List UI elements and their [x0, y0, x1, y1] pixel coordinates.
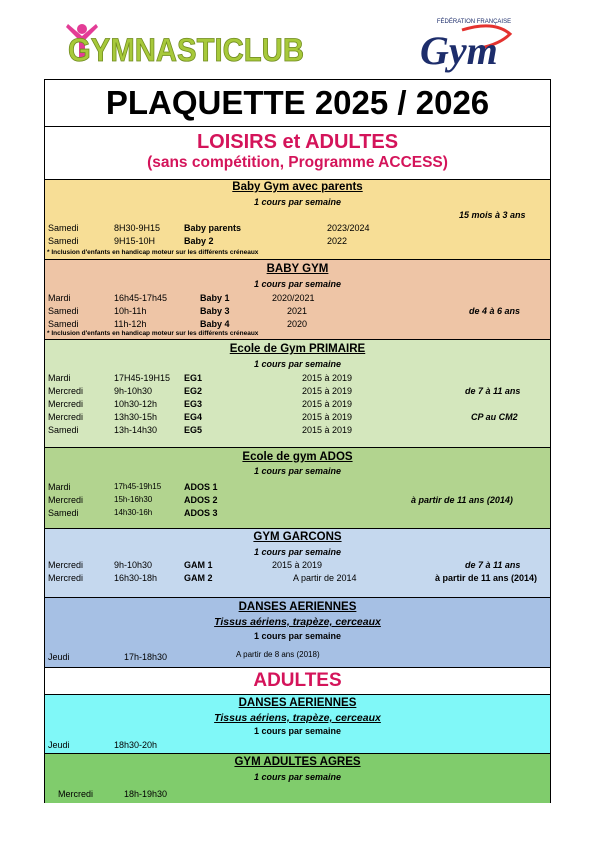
row-time: 17H45-19H15: [114, 373, 171, 383]
row-years: 2015 à 2019: [272, 560, 323, 570]
row-day: Samedi: [48, 306, 79, 316]
row-day: Mercredi: [48, 560, 84, 570]
row-group: ADOS 1: [184, 482, 218, 492]
section-frequency: 1 cours par semaine: [253, 197, 342, 207]
section-frequency: 1 cours par semaine: [253, 726, 342, 736]
row-day: Mercredi: [48, 573, 84, 583]
row-years: A partir de 2014: [293, 573, 357, 583]
row-time: 10h-11h: [114, 306, 147, 316]
section-subtitle: Tissus aériens, trapèze, cerceaux: [214, 712, 381, 724]
section-frequency: 1 cours par semaine: [253, 772, 342, 782]
row-group: GAM 1: [184, 560, 213, 570]
section-frequency: 1 cours par semaine: [253, 466, 342, 476]
gymnasticlub-logo: [64, 22, 308, 72]
ffgym-logo: [414, 14, 514, 76]
age-range: à partir de 11 ans (2014): [435, 573, 538, 583]
age-range: à partir de 11 ans (2014): [411, 495, 513, 505]
section-baby-gym: [45, 259, 550, 339]
section-danses-aeriennes: [45, 597, 550, 667]
subtitle-line2: (sans compétition, Programme ACCESS): [147, 154, 448, 171]
ffgym-logo-top: FÉDÉRATION FRANÇAISE: [436, 19, 512, 25]
row-group: EG4: [184, 412, 203, 422]
row-day: Mercredi: [58, 789, 94, 799]
row-group: EG1: [184, 373, 203, 383]
section-gym-adultes-agres: [45, 753, 550, 803]
row-time: 17h45-19h15: [114, 482, 162, 491]
row-day: Mardi: [48, 482, 71, 492]
row-day: Mercredi: [48, 386, 84, 396]
logo-left-text: GYMNASTICLUB: [68, 32, 304, 68]
age-range: de 4 à 6 ans: [469, 306, 521, 316]
section-frequency: 1 cours par semaine: [253, 547, 342, 557]
row-years: 2020/2021: [272, 293, 315, 303]
adultes-heading: ADULTES: [253, 670, 342, 691]
section-frequency: 1 cours par semaine: [253, 279, 342, 289]
section-primaire: [45, 339, 550, 447]
row-time: 13h-14h30: [114, 425, 158, 435]
section-subtitle: Tissus aériens, trapèze, cerceaux: [214, 616, 381, 628]
inclusion-note: * Inclusion d'enfants en handicap moteur sur les différents créneaux: [47, 249, 259, 256]
row-day: Samedi: [48, 236, 79, 246]
section-heading: Ecole de Gym PRIMAIRE: [229, 343, 366, 355]
section-heading: BABY GYM: [266, 263, 329, 275]
row-day: Mardi: [48, 373, 71, 383]
level-range: CP au CM2: [471, 412, 518, 422]
row-group: EG3: [184, 399, 203, 409]
section-heading: DANSES AERIENNES: [238, 697, 357, 709]
section-heading: DANSES AERIENNES: [238, 601, 357, 613]
section-heading: GYM GARCONS: [253, 531, 342, 543]
row-group: ADOS 3: [184, 508, 218, 518]
row-years: 2015 à 2019: [302, 425, 353, 435]
row-time: 8H30-9H15: [114, 223, 161, 233]
row-time: 16h45-17h45: [114, 293, 168, 303]
row-time: 9h-10h30: [114, 386, 153, 396]
age-range: 15 mois à 3 ans: [459, 210, 526, 220]
row-group: Baby parents: [184, 223, 242, 233]
section-adultes-danses-aeriennes: [45, 694, 550, 753]
row-years: 2022: [327, 236, 348, 246]
subtitle-block: [45, 126, 550, 175]
section-frequency: 1 cours par semaine: [253, 359, 342, 369]
section-heading: Baby Gym avec parents: [232, 181, 363, 193]
row-time: 16h30-18h: [114, 573, 158, 583]
row-time: 10h30-12h: [114, 399, 158, 409]
page-title: PLAQUETTE 2025 / 2026: [105, 84, 490, 121]
subtitle-line1: LOISIRS et ADULTES: [196, 131, 399, 153]
row-years: 2020: [287, 319, 308, 329]
row-day: Mercredi: [48, 399, 84, 409]
row-day: Mardi: [48, 293, 71, 303]
row-group: GAM 2: [184, 573, 213, 583]
row-day: Samedi: [48, 223, 79, 233]
age-range: de 7 à 11 ans: [465, 386, 521, 396]
row-time: 14h30-16h: [114, 508, 153, 517]
inclusion-note: * Inclusion d'enfants en handicap moteur sur les différents créneaux: [47, 330, 259, 337]
row-years: 2015 à 2019: [302, 386, 353, 396]
section-adultes-title: [45, 667, 550, 694]
row-day: Jeudi: [48, 740, 70, 750]
row-time: 9h-10h30: [114, 560, 153, 570]
row-group: Baby 1: [200, 293, 230, 303]
row-group: Baby 2: [184, 236, 214, 246]
row-years: A partir de 8 ans (2018): [236, 650, 320, 659]
row-day: Samedi: [48, 319, 79, 329]
row-years: 2015 à 2019: [302, 373, 353, 383]
ffgym-logo-main: Gym: [420, 28, 498, 73]
section-heading: GYM ADULTES AGRES: [234, 756, 361, 768]
row-group: EG5: [184, 425, 203, 435]
section-frequency: 1 cours par semaine: [253, 631, 342, 641]
row-time: 18h30-20h: [114, 740, 158, 750]
row-years: 2023/2024: [327, 223, 370, 233]
row-time: 17h-18h30: [124, 652, 168, 662]
row-years: 2021: [287, 306, 308, 316]
row-day: Mercredi: [48, 412, 84, 422]
row-time: 11h-12h: [114, 319, 147, 329]
row-day: Samedi: [48, 425, 79, 435]
section-baby-parents: [45, 179, 550, 259]
row-time: 13h30-15h: [114, 412, 158, 422]
row-day: Jeudi: [48, 652, 70, 662]
row-day: Mercredi: [48, 495, 84, 505]
row-time: 9H15-10H: [114, 236, 156, 246]
row-years: 2015 à 2019: [302, 399, 353, 409]
section-heading: Ecole de gym ADOS: [242, 451, 353, 463]
row-group: Baby 3: [200, 306, 230, 316]
plaquette-frame: [44, 79, 551, 803]
age-range: de 7 à 11 ans: [465, 560, 521, 570]
row-time: 18h-19h30: [124, 789, 168, 799]
row-group: EG2: [184, 386, 203, 396]
row-group: ADOS 2: [184, 495, 218, 505]
row-group: Baby 4: [200, 319, 230, 329]
section-ados: [45, 447, 550, 528]
section-garcons: [45, 528, 550, 597]
row-years: 2015 à 2019: [302, 412, 353, 422]
row-time: 15h-16h30: [114, 495, 153, 504]
row-day: Samedi: [48, 508, 79, 518]
